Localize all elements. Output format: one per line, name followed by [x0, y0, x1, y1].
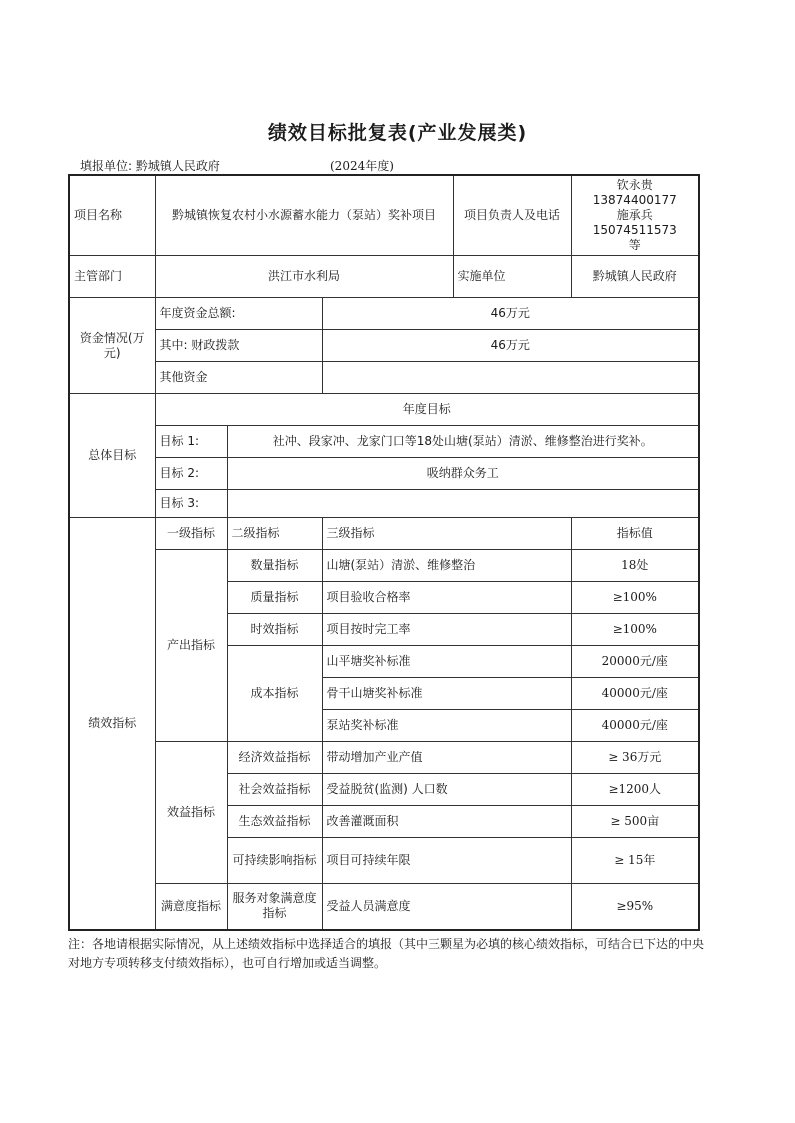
indicator-value: ≥95% — [571, 884, 699, 930]
indicator-value: ≥ 500亩 — [571, 806, 699, 838]
indicator-value: 40000元/座 — [571, 678, 699, 710]
funds-total-label: 年度资金总额: — [155, 298, 322, 330]
department-label: 主管部门 — [69, 256, 155, 298]
level3-item: 山平塘奖补标准 — [322, 646, 571, 678]
indicator-value: 18处 — [571, 550, 699, 582]
level3-item: 受益脱贫(监测) 人口数 — [322, 774, 571, 806]
level3-item: 项目验收合格率 — [322, 582, 571, 614]
funds-total-row — [69, 298, 699, 330]
project-contact-value — [571, 175, 699, 256]
level3-item: 受益人员满意度 — [322, 884, 571, 930]
level2-label: 经济效益指标 — [227, 742, 322, 774]
department-value: 洪江市水利局 — [155, 256, 453, 298]
level2-label: 成本指标 — [227, 646, 322, 742]
goal-label: 目标 3: — [155, 490, 227, 518]
level3-item: 改善灌溉面积 — [322, 806, 571, 838]
indicator-row — [69, 884, 699, 930]
funds-other-label: 其他资金 — [155, 362, 322, 394]
performance-label: 绩效指标 — [69, 518, 155, 930]
project-row — [69, 175, 699, 256]
funds-fiscal-row — [69, 330, 699, 362]
level2-label: 服务对象满意度指标 — [227, 884, 322, 930]
level2-label: 数量指标 — [227, 550, 322, 582]
goal-text: 吸纳群众务工 — [227, 458, 699, 490]
funds-other-row — [69, 362, 699, 394]
header-level3: 三级指标 — [322, 518, 571, 550]
indicator-value: 20000元/座 — [571, 646, 699, 678]
goal-label: 目标 2: — [155, 458, 227, 490]
indicator-value: ≥100% — [571, 582, 699, 614]
funds-fiscal-value: 46万元 — [322, 330, 699, 362]
contact-line: 等 — [628, 238, 641, 252]
indicator-value: ≥1200人 — [571, 774, 699, 806]
indicator-row — [69, 742, 699, 774]
project-name-value: 黔城镇恢复农村小水源蓄水能力（泵站）奖补项目 — [155, 175, 453, 256]
level2-label: 生态效益指标 — [227, 806, 322, 838]
page-title: 绩效目标批复表(产业发展类) — [267, 122, 528, 144]
funds-fiscal-label: 其中: 财政拨款 — [155, 330, 322, 362]
performance-header-row — [69, 518, 699, 550]
goals-label: 总体目标 — [69, 394, 155, 518]
output-indicator-label: 产出指标 — [155, 550, 227, 742]
funds-other-value — [322, 362, 699, 394]
project-name-label: 项目名称 — [69, 175, 155, 256]
indicator-value: ≥100% — [571, 614, 699, 646]
header-level1: 一级指标 — [155, 518, 227, 550]
level2-label: 可持续影响指标 — [227, 838, 322, 884]
goal-row — [69, 426, 699, 458]
indicator-row — [69, 550, 699, 582]
implementer-label: 实施单位 — [453, 256, 571, 298]
header-level2: 二级指标 — [227, 518, 322, 550]
level2-label: 质量指标 — [227, 582, 322, 614]
benefit-indicator-label: 效益指标 — [155, 742, 227, 884]
goal-text: 社冲、段家冲、龙家门口等18处山塘(泵站）清淤、维修整治进行奖补。 — [227, 426, 699, 458]
goals-header: 年度目标 — [155, 394, 699, 426]
satisfaction-indicator-label: 满意度指标 — [155, 884, 227, 930]
level3-item: 项目按时完工率 — [322, 614, 571, 646]
level2-label: 时效指标 — [227, 614, 322, 646]
level3-item: 骨干山塘奖补标准 — [322, 678, 571, 710]
level2-label: 社会效益指标 — [227, 774, 322, 806]
level3-item: 带动增加产业产值 — [322, 742, 571, 774]
indicator-value: 40000元/座 — [571, 710, 699, 742]
goal-text — [227, 490, 699, 518]
indicator-value: ≥ 36万元 — [571, 742, 699, 774]
contact-line: 钦永贵13874400177 — [592, 178, 677, 207]
funds-total-value: 46万元 — [322, 298, 699, 330]
funds-label: 资金情况(万元) — [69, 298, 155, 394]
fill-unit: 填报单位: 黔城镇人民政府 — [80, 159, 220, 173]
contact-line: 施承兵15074511573 — [592, 208, 677, 237]
goal-row — [69, 458, 699, 490]
project-contact-label: 项目负责人及电话 — [453, 175, 571, 256]
department-row — [69, 256, 699, 298]
footnote: 注：各地请根据实际情况，从上述绩效指标中选择适合的填报（其中三颗星为必填的核心绩效指标，可结合已下达的中央对地方专项转移支付绩效指标），也可自行增加或适当调整。 — [68, 937, 705, 970]
report-year: (2024年度) — [330, 159, 394, 173]
goals-header-row — [69, 394, 699, 426]
performance-target-table — [68, 174, 700, 931]
indicator-value: ≥ 15年 — [571, 838, 699, 884]
level3-item: 山塘(泵站）清淤、维修整治 — [322, 550, 571, 582]
implementer-value: 黔城镇人民政府 — [571, 256, 699, 298]
level3-item: 泵站奖补标准 — [322, 710, 571, 742]
goal-label: 目标 1: — [155, 426, 227, 458]
goal-row — [69, 490, 699, 518]
level3-item: 项目可持续年限 — [322, 838, 571, 884]
header-value: 指标值 — [571, 518, 699, 550]
